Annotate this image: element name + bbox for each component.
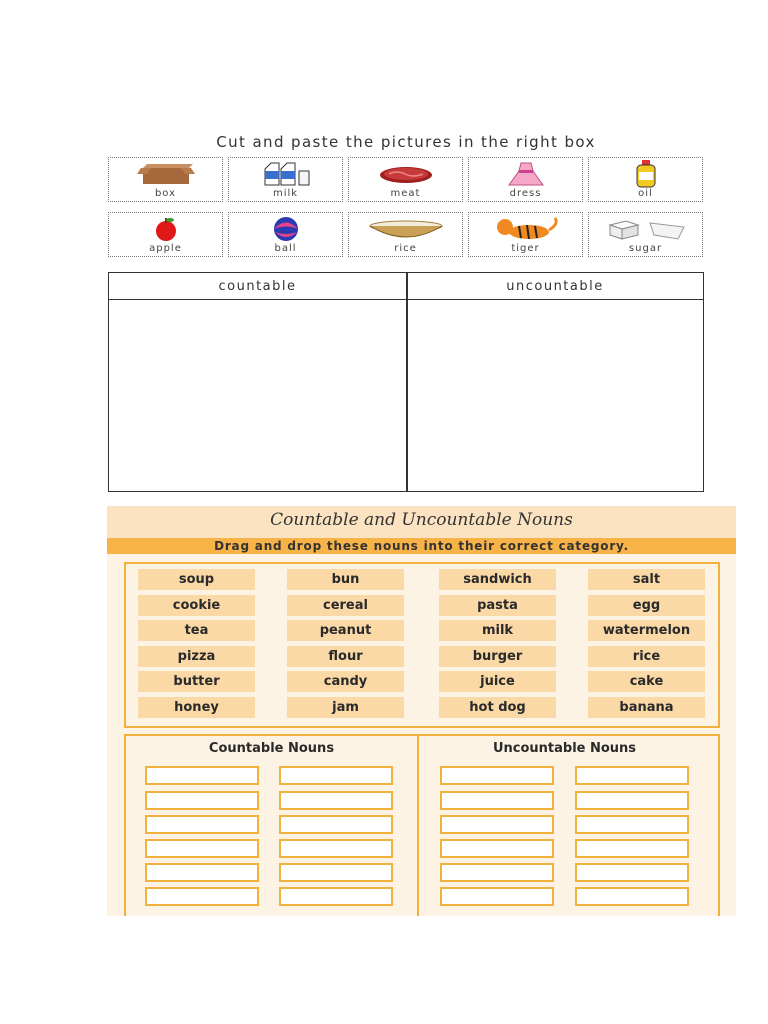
nouns-worksheet	[107, 506, 736, 916]
countable-answer-slot[interactable]	[145, 887, 259, 906]
word-tile[interactable]: pasta	[439, 595, 556, 616]
worksheet-title: Countable and Uncountable Nouns	[270, 510, 573, 530]
picture-label: milk	[272, 188, 299, 199]
oil-icon	[589, 161, 702, 187]
word-bank	[124, 562, 720, 728]
countable-answer-slot[interactable]	[279, 766, 393, 785]
picture-label: dress	[509, 188, 542, 199]
word-tile[interactable]: flour	[287, 646, 404, 667]
countable-answer-slot[interactable]	[145, 815, 259, 834]
uncountable-answer-slot[interactable]	[575, 839, 689, 858]
uncountable-answer-slot[interactable]	[440, 863, 554, 882]
uncountable-answer-slot[interactable]	[575, 815, 689, 834]
uncountable-answer-slot[interactable]	[440, 887, 554, 906]
word-tile[interactable]: hot dog	[439, 697, 556, 718]
word-tile[interactable]: salt	[588, 569, 705, 590]
box-icon	[109, 161, 222, 187]
picture-card-oil[interactable]	[588, 157, 703, 202]
picture-card-sugar[interactable]	[588, 212, 703, 257]
word-tile[interactable]: cake	[588, 671, 705, 692]
picture-card-apple[interactable]	[108, 212, 223, 257]
uncountable-answer-slot[interactable]	[575, 863, 689, 882]
uncountable-answer-slot[interactable]	[440, 839, 554, 858]
countable-answer-slot[interactable]	[279, 839, 393, 858]
uncountable-answer-slot[interactable]	[440, 766, 554, 785]
picture-card-meat[interactable]	[348, 157, 463, 202]
apple-icon	[109, 216, 222, 242]
word-tile[interactable]: peanut	[287, 620, 404, 641]
countable-answer-slot[interactable]	[279, 791, 393, 810]
picture-label: ball	[274, 243, 297, 254]
picture-label: oil	[638, 188, 653, 199]
meat-icon	[349, 161, 462, 187]
picture-grid	[108, 157, 704, 259]
uncountable-answer-slot[interactable]	[575, 791, 689, 810]
uncountable-answer-slot[interactable]	[575, 766, 689, 785]
uncountable-answer-slot[interactable]	[440, 815, 554, 834]
sorting-table	[108, 272, 704, 492]
countable-column-header: countable	[109, 273, 406, 300]
countable-answer-slot[interactable]	[145, 839, 259, 858]
countable-answer-slot[interactable]	[145, 791, 259, 810]
uncountable-answer-slot[interactable]	[575, 887, 689, 906]
picture-card-tiger[interactable]	[468, 212, 583, 257]
countable-answer-slot[interactable]	[279, 863, 393, 882]
ball-icon	[229, 216, 342, 242]
countable-nouns-heading: Countable Nouns	[208, 741, 335, 756]
answer-area	[124, 734, 720, 916]
word-tile[interactable]: candy	[287, 671, 404, 692]
countable-answer-slot[interactable]	[279, 815, 393, 834]
uncountable-answer-slot[interactable]	[440, 791, 554, 810]
rice-icon	[349, 216, 462, 242]
picture-label: box	[154, 188, 177, 199]
word-tile[interactable]: soup	[138, 569, 255, 590]
picture-label: meat	[390, 188, 421, 199]
word-tile[interactable]: sandwich	[439, 569, 556, 590]
picture-card-milk[interactable]	[228, 157, 343, 202]
uncountable-nouns-heading: Uncountable Nouns	[492, 741, 637, 756]
word-tile[interactable]: cereal	[287, 595, 404, 616]
word-tile[interactable]: rice	[588, 646, 705, 667]
word-tile[interactable]: bun	[287, 569, 404, 590]
uncountable-drop-area[interactable]	[407, 300, 703, 490]
picture-label: apple	[149, 243, 182, 254]
picture-card-rice[interactable]	[348, 212, 463, 257]
worksheet-title: Cut and paste the pictures in the right box	[216, 133, 596, 151]
word-tile[interactable]: jam	[287, 697, 404, 718]
word-tile[interactable]: tea	[138, 620, 255, 641]
uncountable-column-header: uncountable	[407, 273, 703, 300]
countable-answer-slot[interactable]	[145, 863, 259, 882]
section-divider	[417, 736, 419, 916]
cut-and-paste-worksheet	[108, 130, 704, 495]
instruction-text: Drag and drop these nouns into their correct category.	[214, 539, 629, 553]
milk-icon	[229, 161, 342, 187]
picture-label: sugar	[628, 243, 663, 254]
word-tile[interactable]: burger	[439, 646, 556, 667]
word-tile[interactable]: butter	[138, 671, 255, 692]
word-tile[interactable]: juice	[439, 671, 556, 692]
word-tile[interactable]: watermelon	[588, 620, 705, 641]
countable-drop-area[interactable]	[109, 300, 406, 490]
word-tile[interactable]: cookie	[138, 595, 255, 616]
picture-label: rice	[394, 243, 417, 254]
word-tile[interactable]: milk	[439, 620, 556, 641]
word-tile[interactable]: pizza	[138, 646, 255, 667]
sugar-icon	[589, 216, 702, 242]
word-tile[interactable]: egg	[588, 595, 705, 616]
word-tile[interactable]: banana	[588, 697, 705, 718]
picture-card-dress[interactable]	[468, 157, 583, 202]
picture-card-ball[interactable]	[228, 212, 343, 257]
picture-label: tiger	[511, 243, 540, 254]
countable-answer-slot[interactable]	[279, 887, 393, 906]
dress-icon	[469, 161, 582, 187]
countable-answer-slot[interactable]	[145, 766, 259, 785]
picture-card-box[interactable]	[108, 157, 223, 202]
word-tile[interactable]: honey	[138, 697, 255, 718]
tiger-icon	[469, 216, 582, 242]
